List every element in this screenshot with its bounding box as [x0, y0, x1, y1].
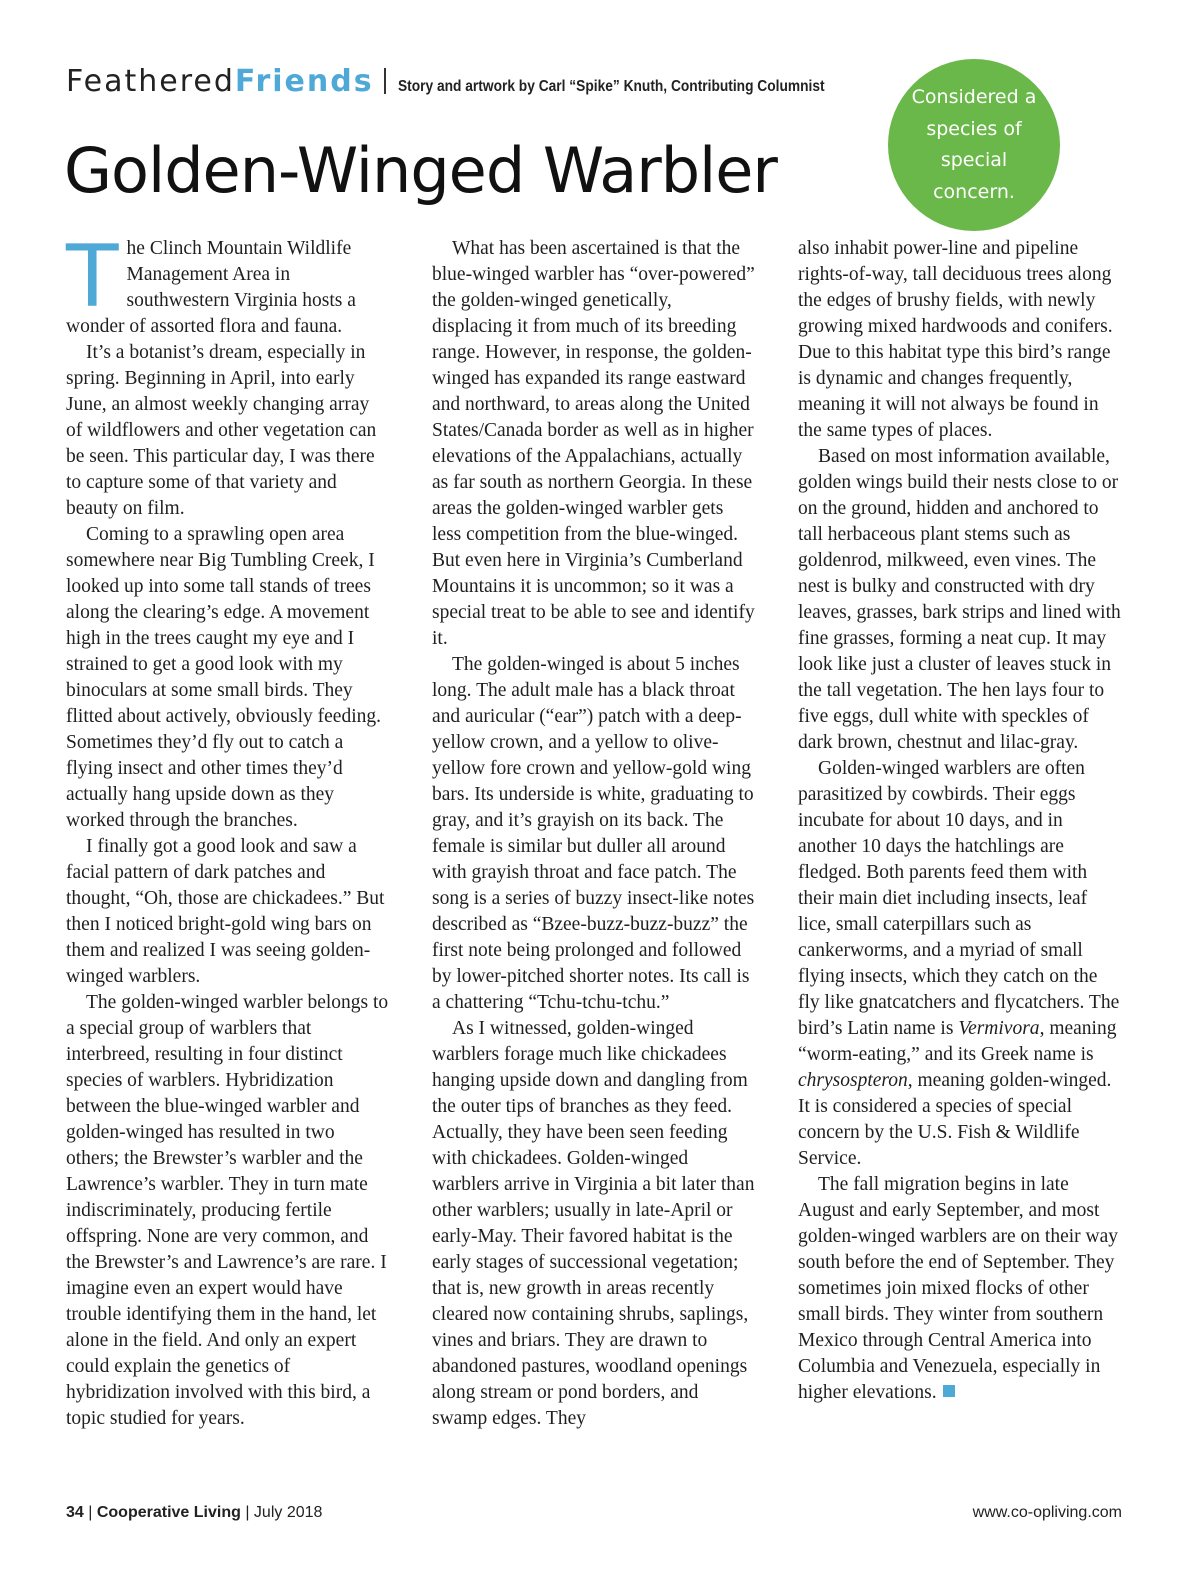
- magazine-name: Cooperative Living: [96, 1504, 241, 1521]
- latin-name: Vermivora: [958, 1018, 1040, 1039]
- paragraph: also inhabit power-line and pipeline rights-of-way, tall deciduous trees along the edges of brushy fields, with newly growing mixed hardwoods and conifers. Due to this habitat type this bird’s range is dynamic and changes frequently, meaning it will not always be found in the same types of places.: [798, 238, 1113, 441]
- paragraph: The fall migration begins in late August and early September, and most golden-winged warblers are on their way south before the end of September. They sometimes join mixed flocks of other small birds. They winter from southern Mexico through Central America into Columbia and Venezuela, especially in higher elevations.: [798, 1174, 1119, 1403]
- website-link[interactable]: www.co-opliving.com: [972, 1504, 1122, 1521]
- footer-left: 34 | Cooperative Living | July 2018: [66, 1504, 323, 1521]
- issue-date: July 2018: [253, 1504, 323, 1521]
- paragraph: I finally got a good look and saw a facial pattern of dark patches and thought, “Oh, those are chickadees.” But then I noticed bright-gold wing bars on them and realized I was seeing golden-winged warblers.: [66, 836, 385, 987]
- paragraph: As I witnessed, golden-winged warblers forage much like chickadees hanging upside down and dangling from the outer tips of branches as they feed. Actually, they have been seen feeding with chickadees. Golden-winged warblers arrive in Virginia a bit later than other warblers; usually in late-April or early-May. Their favored habitat is the early stages of successional vegetation; that is, new growth in areas recently cleared now containing shrubs, saplings, vines and briars. They are drawn to abandoned pastures, woodland openings along stream or pond borders, and swamp edges. They: [432, 1018, 755, 1429]
- paragraph: Based on most information available, golden wings build their nests close to or on the ground, hidden and anchored to tall herbaceous plant stems such as goldenrod, milkweed, even vines. The nest is bulky and constructed with dry leaves, grasses, bark strips and lined with fine grasses, forming a neat cup. It may look like just a cluster of leaves stuck in the tall vegetation. The hen lays four to five eggs, dull white with speckles of dark brown, chestnut and lilac-gray.: [798, 446, 1121, 753]
- page-number: 34: [66, 1504, 84, 1521]
- end-mark-icon: [943, 1385, 955, 1397]
- paragraph: It’s a botanist’s dream, especially in spring. Beginning in April, into early June, an almost weekly changing array of wildflowers and other vegetation can be seen. This particular day, I was there to capture some of that variety and beauty on film.: [66, 342, 377, 519]
- paragraph: Coming to a sprawling open area somewhere near Big Tumbling Creek, I looked up into some tall stands of trees along the clearing’s edge. A movement high in the trees caught my eye and I strained to get a good look with my binoculars at some small birds. They flitted about actively, obviously feeding. Sometimes they’d fly out to catch a flying insect and other times they’d actually hang upside down as they worked through the branches.: [66, 524, 381, 831]
- badge-text: Considered a species of special concern.: [911, 86, 1037, 203]
- article-column-1: [66, 227, 390, 1432]
- article-title: Golden-Winged Warbler: [64, 134, 777, 207]
- paragraph: Golden-winged warblers are often parasitized by cowbirds. Their eggs incubate for about 10 days, and in another 10 days the hatchlings are fledged. Both parents feed them with their main diet including insects, leaf lice, small caterpillars such as cankerworms, and a myriad of small flying insects, which they catch on the fly like gnatcatchers and flycatchers. The bird’s Latin name is Vermivora, meaning “worm-eating,” and its Greek name is chrysospteron, meaning golden-winged. It is considered a species of special concern by the U.S. Fish & Wildlife Service.: [798, 758, 1120, 1169]
- section-title: [66, 64, 374, 99]
- byline: Story and artwork by Carl “Spike” Knuth, Contributing Columnist: [397, 78, 825, 95]
- paragraph: What has been ascertained is that the blue-winged warbler has “over-powered” the golden-winged genetically, displacing it from much of its breeding range. However, in response, the golden-winged has expanded its range eastward and northward, to areas along the United States/Canada border as well as in higher elevations of the Appalachians, actually as far south as northern Georgia. In these areas the golden-winged warbler gets less competition from the blue-winged. But even here in Virginia’s Cumberland Mountains it is uncommon; so it was a special treat to be able to see and identify it.: [432, 238, 755, 649]
- article-column-3: [798, 236, 1122, 1406]
- greek-name: chrysospteron: [798, 1070, 908, 1091]
- paragraph: The Clinch Mountain Wildlife Management Area in southwestern Virginia hosts a wonder of assorted flora and fauna.: [66, 227, 356, 337]
- paragraph: The golden-winged is about 5 inches long. The adult male has a black throat and auricular (“ear”) patch with a deep-yellow crown, and a yellow to olive-yellow fore crown and yellow-gold wing bars. Its underside is white, graduating to gray, and it’s grayish on its back. The female is similar but duller all around with grayish throat and face patch. The song is a series of buzzy insect-like notes described as “Bzee-buzz-buzz-buzz” the first note being prolonged and followed by lower-pitched shorter notes. Its call is a chattering “Tchu-tchu-tchu.”: [432, 654, 755, 1013]
- column-header: [66, 64, 894, 99]
- header-divider: [384, 68, 386, 94]
- paragraph: The golden-winged warbler belongs to a special group of warblers that interbreed, resulting in four distinct species of warblers. Hybridization between the blue-winged warbler and golden-winged has resulted in two others; the Brewster’s warbler and the Lawrence’s warbler. They in turn mate indiscriminately, producing fertile offspring. None are very common, and the Brewster’s and Lawrence’s are rare. I imagine even an expert would have trouble identifying them in the hand, let alone in the field. And only an expert could explain the genetics of hybridization involved with this bird, a topic studied for years.: [66, 992, 389, 1429]
- drop-cap: T: [66, 227, 119, 327]
- section-title-part2: Friends: [234, 64, 374, 99]
- section-title-part1: Feathered: [66, 64, 235, 99]
- special-concern-badge: [888, 59, 1060, 231]
- article-column-2: [432, 236, 756, 1432]
